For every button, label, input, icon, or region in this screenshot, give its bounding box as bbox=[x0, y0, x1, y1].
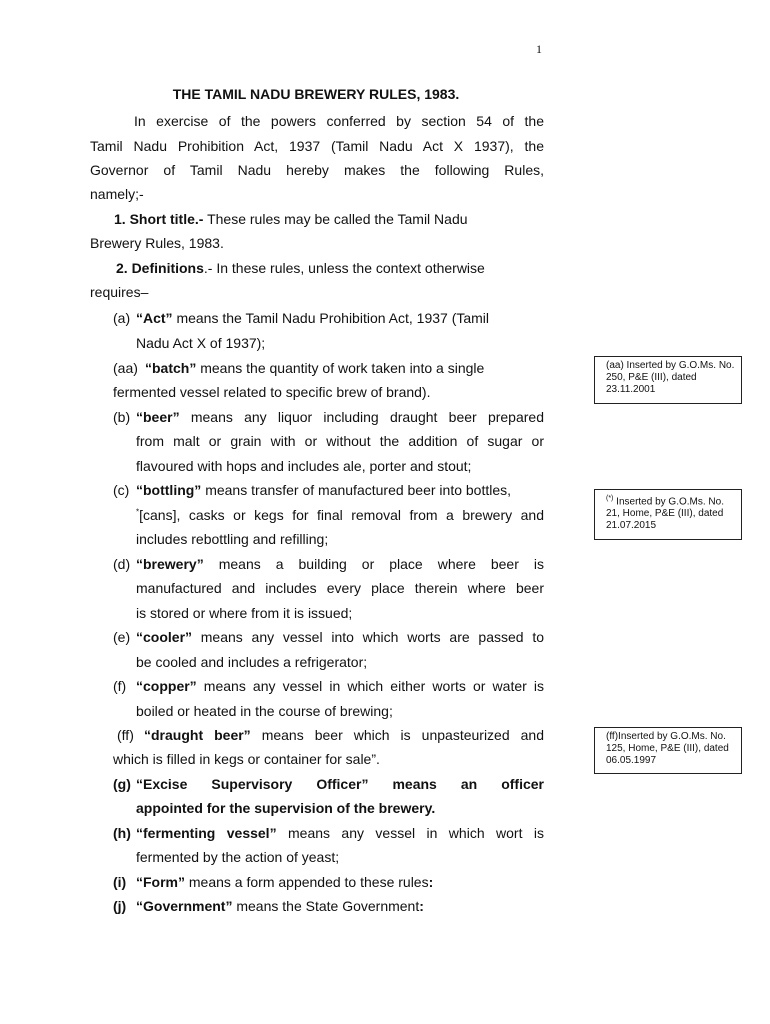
definition-label: (i) bbox=[113, 874, 127, 890]
definition-label: (ff) bbox=[117, 727, 134, 743]
rule-1-heading: 1. Short title.- bbox=[114, 211, 204, 227]
definition-term: “Excise Supervisory Officer” means an officer bbox=[136, 776, 544, 792]
definition-term: “copper” bbox=[136, 678, 197, 694]
definition-label: (a) bbox=[113, 310, 131, 326]
preamble-line-3: Governor of Tamil Nadu hereby makes the following Rules, bbox=[90, 162, 544, 178]
definition-label: (f) bbox=[113, 678, 127, 694]
definition-term: “bottling” bbox=[136, 482, 202, 498]
definition-aa-cont: fermented vessel related to specific brew of brand). bbox=[113, 384, 431, 400]
definition-b-line-3: flavoured with hops and includes ale, porter and stout; bbox=[136, 458, 472, 474]
rule-2 bbox=[90, 256, 544, 281]
definition-label: (j) bbox=[113, 898, 127, 914]
definition-term: “Government” bbox=[136, 898, 233, 914]
definition-f bbox=[113, 674, 544, 699]
definition-d-line-2: manufactured and includes every place therein where beer bbox=[136, 580, 544, 596]
definition-term: “fermenting vessel” bbox=[136, 825, 277, 841]
definition-c-line-2 bbox=[136, 503, 544, 528]
preamble-line-1: In exercise of the powers conferred by section 54 of the bbox=[134, 113, 544, 129]
definition-term: “brewery” bbox=[136, 556, 204, 572]
definition-label: (h) bbox=[113, 825, 131, 841]
definition-text: means any liquor including draught beer prepared bbox=[179, 409, 544, 425]
definition-text: means transfer of manufactured beer into bottles, bbox=[201, 482, 512, 498]
document-title: THE TAMIL NADU BREWERY RULES, 1983. bbox=[172, 86, 460, 102]
footnote-marker: * bbox=[136, 507, 140, 517]
definition-text: means beer which is unpasteurized and bbox=[250, 727, 544, 743]
preamble-line-2: Tamil Nadu Prohibition Act, 1937 (Tamil Nadu Act X 1937), the bbox=[90, 138, 544, 154]
definition-text: means any vessel in which either worts or water is bbox=[196, 678, 544, 694]
definition-term: “batch” bbox=[145, 360, 197, 376]
definition-h-line-2: fermented by the action of yeast; bbox=[136, 849, 340, 865]
definition-label: (aa) bbox=[113, 360, 138, 376]
definition-c bbox=[113, 478, 544, 503]
definition-term: “beer” bbox=[136, 409, 180, 425]
definition-i bbox=[113, 870, 544, 895]
definition-label: (b) bbox=[113, 409, 131, 425]
definition-d-line-3: is stored or where from it is issued; bbox=[136, 605, 353, 621]
definition-aa bbox=[113, 356, 544, 381]
definition-text: means any vessel in which wort is bbox=[276, 825, 544, 841]
definition-a bbox=[113, 306, 544, 355]
preamble-line-4: namely;- bbox=[90, 186, 144, 202]
definition-c-line-3: includes rebottling and refilling; bbox=[136, 531, 329, 547]
definition-text: means any vessel into which worts are passed to bbox=[192, 629, 544, 645]
side-note-c bbox=[594, 489, 742, 540]
definition-label: (d) bbox=[113, 556, 131, 572]
definition-text: means the Tamil Nadu Prohibition Act, 1937 (Tamil bbox=[172, 310, 490, 326]
definition-term: “Form” bbox=[136, 874, 185, 890]
definition-d bbox=[113, 552, 544, 577]
definition-ff-cont: which is filled in kegs or container for sale”. bbox=[113, 751, 380, 767]
definition-e-line-2: be cooled and includes a refrigerator; bbox=[136, 654, 368, 670]
definition-h bbox=[113, 821, 544, 846]
definition-end: : bbox=[419, 898, 424, 914]
rule-2-heading: 2. Definitions bbox=[116, 260, 204, 276]
side-note-text: Inserted by G.O.Ms. No. 21, Home, P&E (III), dated 21.07.2015 bbox=[606, 496, 724, 532]
definition-f-line-2: boiled or heated in the course of brewing; bbox=[136, 703, 393, 719]
footnote-marker: (*) bbox=[606, 495, 614, 502]
definition-text: means a form appended to these rules bbox=[185, 874, 429, 890]
rule-1-cont: Brewery Rules, 1983. bbox=[90, 235, 224, 251]
rule-2-text: .- In these rules, unless the context otherwise bbox=[203, 260, 485, 276]
definition-term: “draught beer” bbox=[144, 727, 251, 743]
rule-2-cont: requires– bbox=[90, 284, 149, 300]
definition-text: means the State Government bbox=[232, 898, 420, 914]
definition-text: means the quantity of work taken into a single bbox=[196, 360, 485, 376]
definition-term: “cooler” bbox=[136, 629, 193, 645]
definition-label: (e) bbox=[113, 629, 131, 645]
definition-label: (c) bbox=[113, 482, 130, 498]
definition-b-line-2: from malt or grain with or without the addition of sugar or bbox=[136, 433, 544, 449]
definition-b bbox=[113, 405, 544, 430]
definition-j bbox=[113, 894, 544, 919]
side-note-aa: (aa) Inserted by G.O.Ms. No. 250, P&E (III), dated 23.11.2001 bbox=[594, 356, 742, 404]
side-note-ff: (ff)Inserted by G.O.Ms. No. 125, Home, P&E (III), dated 06.05.1997 bbox=[594, 727, 742, 774]
definition-end: : bbox=[428, 874, 434, 890]
definition-ff bbox=[117, 723, 544, 748]
definition-g-line-2: appointed for the supervision of the brewery. bbox=[136, 800, 436, 816]
definition-e bbox=[113, 625, 544, 650]
rule-1 bbox=[90, 207, 544, 232]
definition-text: Nadu Act X of 1937); bbox=[136, 334, 266, 351]
definition-text: means a building or place where beer is bbox=[203, 556, 544, 572]
definition-label: (g) bbox=[113, 776, 131, 792]
page-number: 1 bbox=[536, 42, 542, 56]
definition-text: [cans], casks or kegs for final removal from a brewery and bbox=[139, 507, 544, 523]
definition-g bbox=[113, 772, 544, 797]
definition-term: “Act” bbox=[136, 310, 173, 326]
rule-1-text: These rules may be called the Tamil Nadu bbox=[203, 211, 468, 227]
